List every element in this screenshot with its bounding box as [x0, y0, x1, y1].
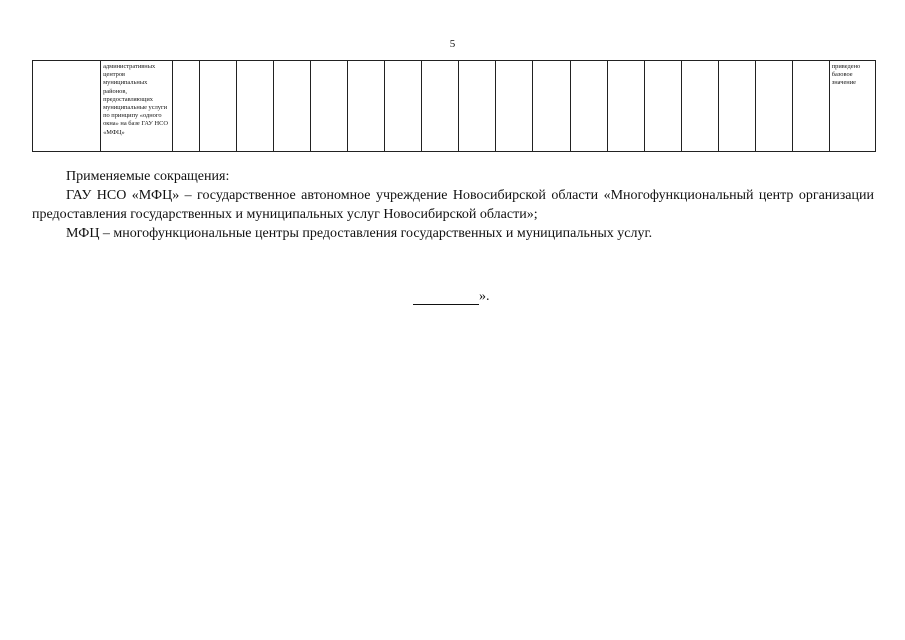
table-cell — [570, 61, 607, 152]
note-cell: приведено базовое значение — [829, 61, 875, 152]
table-cell — [607, 61, 644, 152]
abbreviations-section — [32, 167, 874, 243]
table-cell — [718, 61, 755, 152]
signature-blank-line — [413, 291, 479, 305]
abbreviation-item: МФЦ – многофункциональные центры предоставления государственных и муниципальных услуг. — [66, 226, 653, 241]
abbreviation-item: ГАУ НСО «МФЦ» – государственное автономное учреждение Новосибирской области «Многофункциональный центр организации предоставления государственных и муниципальных услуг Новосибирской области»; — [32, 188, 874, 222]
table-cell — [311, 61, 348, 152]
table-cell — [496, 61, 533, 152]
table-cell — [385, 61, 422, 152]
indicator-name-cell: административных центров муниципальных районов, предоставляющих муниципальные услуги по принципу «одного окна» на базе ГАУ НСО «МФЦ» — [101, 61, 173, 152]
table-cell — [533, 61, 570, 152]
closing-mark — [413, 289, 490, 305]
page-number: 5 — [449, 38, 456, 50]
table-cell — [459, 61, 496, 152]
table-cell — [200, 61, 237, 152]
table-cell — [237, 61, 274, 152]
table-cell — [422, 61, 459, 152]
table-cell — [681, 61, 718, 152]
table-cell — [33, 61, 101, 152]
table-row — [33, 61, 876, 152]
table-cell — [274, 61, 311, 152]
data-table — [32, 60, 876, 152]
table-cell — [755, 61, 792, 152]
table-cell — [173, 61, 200, 152]
table-cell — [644, 61, 681, 152]
table-cell — [348, 61, 385, 152]
table-cell — [792, 61, 829, 152]
abbreviations-heading: Применяемые сокращения: — [66, 169, 230, 184]
closing-quote: ». — [479, 289, 490, 304]
